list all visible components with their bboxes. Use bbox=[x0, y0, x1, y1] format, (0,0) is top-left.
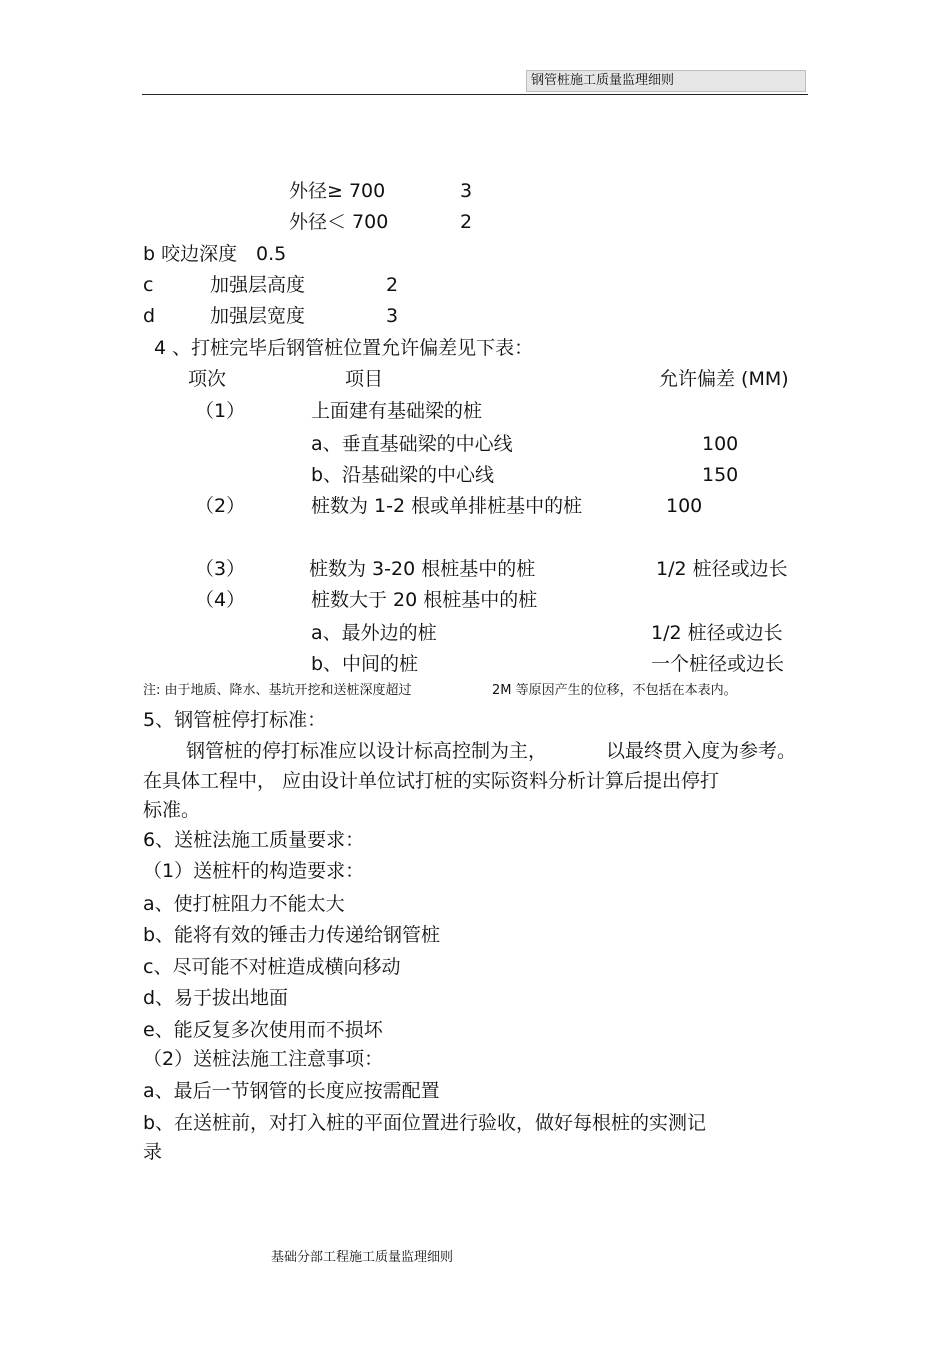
table-row-value: 1/2 桩径或边长 bbox=[651, 622, 783, 644]
weld-c-value: 2 bbox=[386, 274, 399, 296]
table-header-no: 项次 bbox=[188, 368, 227, 390]
weld-d-letter: d bbox=[143, 305, 156, 327]
list-item: b、能将有效的锤击力传递给钢管桩 bbox=[143, 924, 441, 946]
table-row-value: 一个桩径或边长 bbox=[651, 653, 785, 675]
weld-row-label: 外径＜ 700 bbox=[289, 211, 389, 233]
weld-c-text: 加强层高度 bbox=[210, 274, 306, 296]
table-row-item: 桩数大于 20 根桩基中的桩 bbox=[311, 589, 538, 611]
weld-row-label: 外径≥ 700 bbox=[289, 180, 386, 202]
footer-title: 基础分部工程施工质量监理细则 bbox=[271, 1250, 454, 1265]
list-item: a、使打桩阻力不能太大 bbox=[143, 893, 345, 915]
section-6-heading: 6、送桩法施工质量要求： bbox=[143, 829, 365, 851]
table-row-no: （1） bbox=[195, 400, 246, 422]
weld-d-value: 3 bbox=[386, 305, 399, 327]
header-title: 钢管桩施工质量监理细则 bbox=[531, 73, 675, 88]
header-rule bbox=[142, 94, 808, 95]
list-item: b、在送桩前，对打入桩的平面位置进行验收，做好每根桩的实测记 bbox=[143, 1112, 707, 1134]
section-4-heading: 4 、打桩完毕后钢管桩位置允许偏差见下表： bbox=[154, 337, 534, 359]
table-row-item: a、最外边的桩 bbox=[311, 622, 437, 644]
table-row-item: b、沿基础梁的中心线 bbox=[311, 464, 495, 486]
section-5-heading: 5、钢管桩停打标准： bbox=[143, 709, 327, 731]
subsection-heading: （1）送桩杆的构造要求： bbox=[143, 860, 365, 882]
list-item: e、能反复多次使用而不损坏 bbox=[143, 1019, 383, 1041]
paragraph-line: 标准。 bbox=[143, 799, 201, 821]
weld-b-value: 0.5 bbox=[256, 243, 287, 265]
table-header-item: 项目 bbox=[345, 368, 384, 390]
weld-c-letter: c bbox=[143, 274, 154, 296]
paragraph-line: 钢管桩的停打标准应以设计标高控制为主， bbox=[186, 740, 548, 762]
table-row-value: 1/2 桩径或边长 bbox=[656, 558, 788, 580]
weld-d-text: 加强层宽度 bbox=[210, 305, 306, 327]
table-note-cont: 2M 等原因产生的位移，不包括在本表内。 bbox=[492, 683, 737, 698]
table-row-item: 桩数为 1-2 根或单排桩基中的桩 bbox=[311, 495, 583, 517]
list-item: c、尽可能不对桩造成横向移动 bbox=[143, 956, 401, 978]
paragraph-line: 在具体工程中， 应由设计单位试打桩的实际资料分析计算后提出停打 bbox=[143, 770, 720, 792]
table-row-no: （3） bbox=[195, 558, 246, 580]
table-row-item: 桩数为 3-20 根桩基中的桩 bbox=[309, 558, 536, 580]
table-row-value: 150 bbox=[702, 464, 739, 486]
table-row-item: b、中间的桩 bbox=[311, 653, 419, 675]
table-row-no: （4） bbox=[195, 589, 246, 611]
table-row-value: 100 bbox=[702, 433, 739, 455]
subsection-heading: （2）送桩法施工注意事项： bbox=[143, 1048, 384, 1070]
table-header-tolerance: 允许偏差 (MM) bbox=[659, 368, 789, 390]
weld-row-value: 3 bbox=[460, 180, 473, 202]
list-item: a、最后一节钢管的长度应按需配置 bbox=[143, 1080, 440, 1102]
table-note: 注: 由于地质、降水、基坑开挖和送桩深度超过 bbox=[143, 683, 412, 698]
list-item: d、易于拔出地面 bbox=[143, 987, 289, 1009]
table-row-value: 100 bbox=[666, 495, 703, 517]
table-row-item: a、垂直基础梁的中心线 bbox=[311, 433, 513, 455]
weld-b-text: b 咬边深度 bbox=[143, 243, 238, 265]
table-row-item: 上面建有基础梁的桩 bbox=[311, 400, 483, 422]
table-row-no: （2） bbox=[195, 495, 246, 517]
weld-row-value: 2 bbox=[460, 211, 473, 233]
paragraph-line: 以最终贯入度为参考。 bbox=[606, 740, 797, 762]
list-item: 录 bbox=[143, 1141, 163, 1163]
